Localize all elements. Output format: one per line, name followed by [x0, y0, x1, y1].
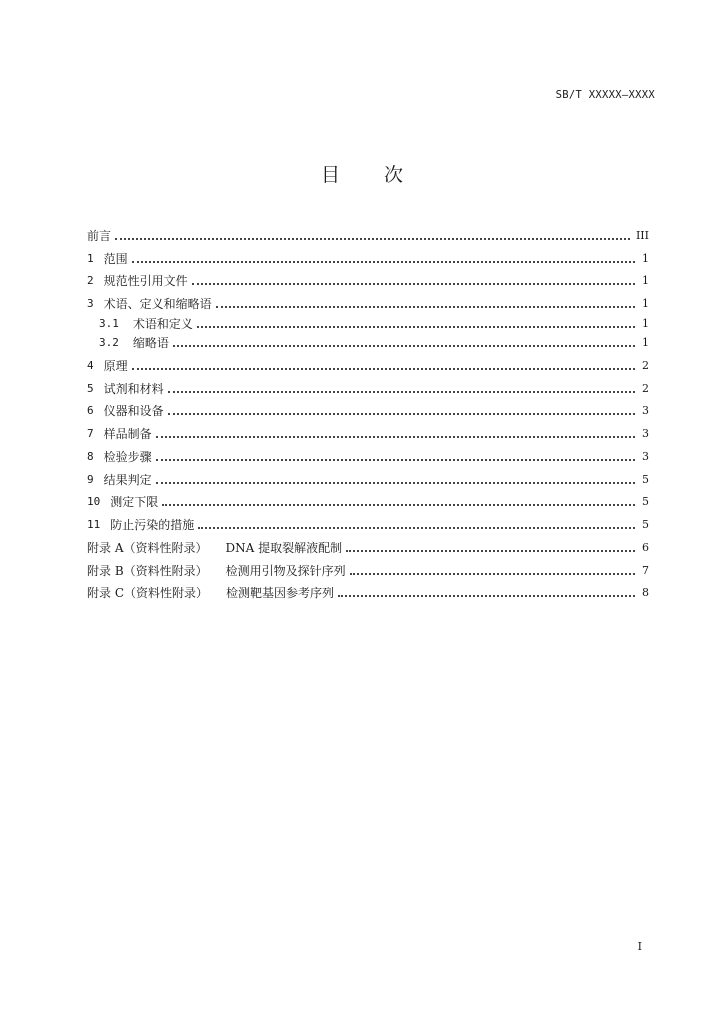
toc-entry-number: 5: [87, 381, 94, 395]
toc-entry-number: 3: [87, 297, 94, 310]
toc-entry-label: 结果判定: [103, 472, 152, 487]
toc-entry-page: 3: [642, 427, 649, 440]
toc-entry-label: 测定下限: [110, 495, 159, 510]
toc-entry-label: 原理: [103, 358, 128, 373]
toc-entry[interactable]: [87, 288, 649, 311]
toc-entry[interactable]: [87, 311, 649, 331]
toc-dot-leader: [198, 527, 635, 529]
toc-entry-label: 缩略语: [132, 336, 169, 350]
toc-entry-page: III: [635, 228, 649, 242]
toc-entry-label: 前言: [87, 228, 112, 243]
toc-entry-label: 附录 B（资料性附录）: [87, 563, 208, 578]
toc-entry-number: 7: [87, 427, 94, 440]
toc-entry-page: 5: [642, 495, 649, 509]
toc-entry-number: 1: [87, 251, 94, 265]
toc-entry-number: 6: [87, 404, 94, 418]
toc-dot-leader: [132, 368, 635, 370]
title-char-2: 次: [384, 164, 404, 186]
toc-entry[interactable]: [87, 418, 649, 441]
toc-dot-leader: [197, 326, 635, 328]
page-number: I: [637, 940, 642, 953]
toc-dot-leader: [156, 459, 635, 461]
toc-entry-number: 11: [87, 518, 101, 531]
toc-entry-label: 术语、定义和缩略语: [103, 297, 212, 311]
toc-entry-number: 2: [87, 274, 94, 288]
toc-entry-page: 8: [642, 586, 649, 600]
toc-entry-label: 附录 C（资料性附录）: [87, 586, 208, 601]
toc-entry-page: 5: [642, 472, 649, 486]
toc-entry-number: 3.2: [99, 336, 119, 349]
toc-entry-label: 仪器和设备: [103, 404, 164, 419]
toc-dot-leader: [192, 283, 635, 285]
toc-entry-label: 防止污染的措施: [110, 518, 195, 532]
standard-code: SB/T XXXXX—XXXX: [555, 89, 655, 101]
toc-entry-number: 4: [87, 358, 94, 372]
toc-entry-annex-title: 检测靶基因参考序列: [226, 586, 335, 601]
toc-entry[interactable]: [87, 373, 649, 396]
toc-entry[interactable]: [87, 509, 649, 532]
toc-entry[interactable]: [87, 532, 649, 555]
toc-dot-leader: [156, 482, 635, 484]
toc-entry-number: 10: [87, 495, 101, 509]
toc-entry[interactable]: [87, 331, 649, 351]
toc-entry[interactable]: [87, 464, 649, 487]
toc-dot-leader: [156, 436, 635, 438]
toc-dot-leader: [173, 345, 635, 347]
toc-entry-number: 8: [87, 449, 94, 463]
toc-entry-page: 1: [642, 297, 649, 310]
toc-entry[interactable]: [87, 441, 649, 464]
toc-entry-page: 1: [642, 274, 649, 288]
toc-entry-label: 附录 A（资料性附录）: [87, 540, 208, 555]
title-char-1: 目: [320, 164, 340, 186]
toc-entry-number: 3.1: [99, 316, 119, 330]
toc-entry[interactable]: [87, 555, 649, 578]
toc-entry-page: 3: [642, 449, 649, 463]
toc-entry-page: 7: [642, 563, 649, 577]
toc-entry-page: 2: [642, 358, 649, 372]
toc-entry[interactable]: [87, 487, 649, 510]
toc-entry[interactable]: [87, 266, 649, 289]
toc-entry-label: 检验步骤: [103, 449, 152, 464]
toc-dot-leader: [216, 306, 635, 308]
toc-dot-leader: [115, 238, 630, 240]
toc-entry-page: 5: [642, 518, 649, 531]
toc-entry[interactable]: [87, 243, 649, 266]
table-of-contents: [87, 220, 649, 600]
toc-entry-page: 6: [642, 540, 649, 554]
toc-entry[interactable]: [87, 396, 649, 419]
toc-dot-leader: [338, 595, 635, 597]
toc-entry-page: 1: [642, 316, 649, 330]
toc-entry-label: 规范性引用文件: [103, 274, 188, 289]
toc-entry[interactable]: [87, 578, 649, 601]
toc-entry-number: 9: [87, 472, 94, 486]
toc-entry-page: 1: [642, 251, 649, 265]
toc-entry-label: 范围: [103, 251, 128, 266]
toc-entry-annex-title: 检测用引物及探针序列: [225, 563, 346, 578]
toc-entry-page: 1: [642, 336, 649, 349]
toc-entry-label: 试剂和材料: [103, 381, 164, 396]
toc-entry[interactable]: [87, 350, 649, 373]
toc-entry[interactable]: [87, 220, 649, 243]
toc-dot-leader: [346, 550, 635, 552]
toc-dot-leader: [168, 413, 635, 415]
toc-dot-leader: [132, 261, 635, 263]
toc-entry-annex-title: DNA 提取裂解液配制: [225, 540, 343, 555]
toc-entry-label: 术语和定义: [132, 316, 193, 331]
page-title: [0, 160, 724, 187]
toc-entry-page: 3: [642, 404, 649, 418]
toc-dot-leader: [162, 504, 635, 506]
toc-dot-leader: [168, 391, 635, 393]
toc-dot-leader: [350, 573, 635, 575]
toc-entry-page: 2: [642, 381, 649, 395]
toc-entry-label: 样品制备: [103, 427, 152, 441]
